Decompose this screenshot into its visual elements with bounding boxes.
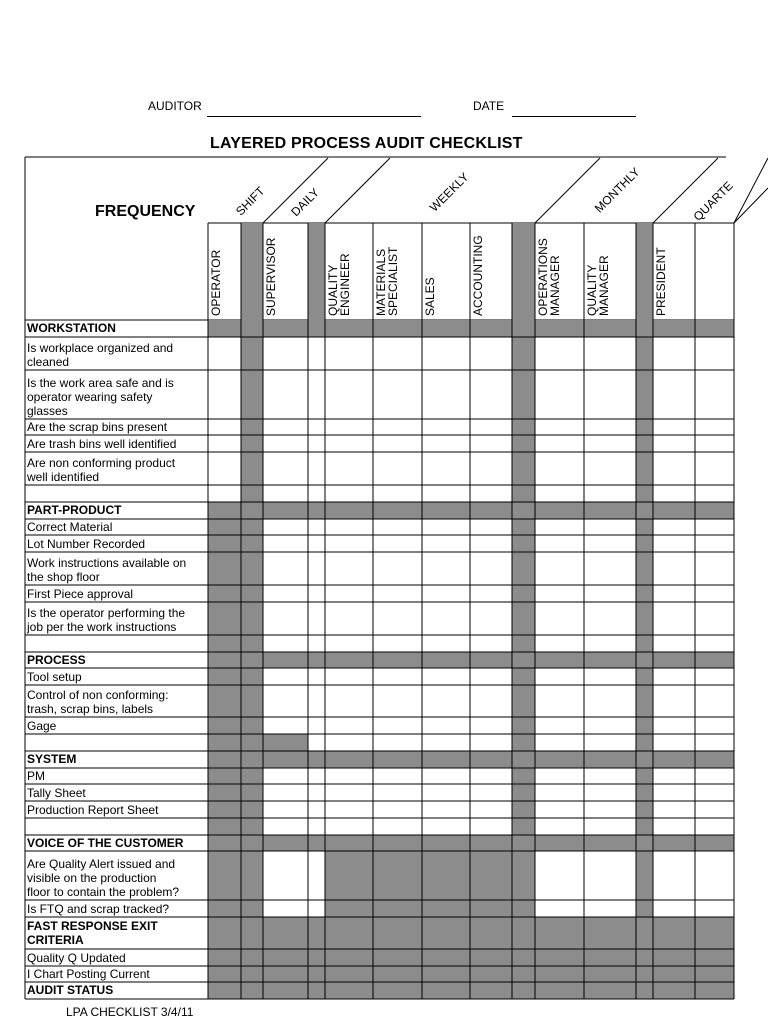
shaded-cell (373, 966, 422, 982)
frequency-group-label: SHIFT (232, 183, 268, 219)
shaded-cell (208, 784, 241, 801)
shaded-cell (208, 552, 241, 585)
question-text: the shop floor (27, 570, 100, 584)
question-text: Quality Q Updated (27, 951, 126, 965)
question-text: job per the work instructions (27, 620, 177, 634)
shaded-cell (208, 602, 241, 635)
shaded-cell (512, 900, 535, 917)
shaded-cell (584, 949, 636, 966)
shaded-cell (208, 851, 241, 900)
shaded-cell (512, 784, 535, 801)
shaded-cell (241, 900, 263, 917)
frequency-tail-line (734, 188, 768, 223)
shaded-cell (512, 585, 535, 602)
shaded-cell (241, 784, 263, 801)
question-text: Is the work area safe and is (27, 376, 174, 390)
shaded-cell (512, 668, 535, 685)
shaded-cell (512, 535, 535, 552)
section-title: CRITERIA (27, 933, 84, 947)
shaded-cell (636, 685, 653, 717)
shaded-cell (512, 519, 535, 535)
shaded-cell (422, 900, 470, 917)
shaded-cell (512, 966, 535, 982)
shaded-cell (308, 949, 325, 966)
role-label: QUALITY (585, 264, 599, 316)
shaded-cell (241, 966, 263, 982)
question-text: PM (27, 769, 45, 783)
shaded-cell (208, 966, 241, 982)
question-text: Are Quality Alert issued and (27, 857, 176, 871)
role-gap-cell (512, 223, 535, 320)
shaded-cell (512, 801, 535, 818)
question-text: Are trash bins well identified (27, 437, 177, 451)
shaded-cell (512, 435, 535, 452)
shaded-cell (241, 768, 263, 784)
section-title: VOICE OF THE CUSTOMER (27, 836, 184, 850)
frequency-group-label: WEEKLY (426, 169, 472, 215)
shaded-cell (636, 949, 653, 966)
shaded-cell (208, 535, 241, 552)
shaded-cell (636, 635, 653, 652)
role-label: QUALITY (326, 264, 340, 316)
shaded-cell (208, 519, 241, 535)
shaded-cell (208, 734, 241, 751)
shaded-cell (263, 734, 308, 751)
shaded-cell (373, 851, 422, 900)
shaded-cell (512, 419, 535, 435)
role-label: SUPERVISOR (264, 237, 278, 316)
question-text: Is the operator performing the (27, 606, 186, 620)
shaded-cell (208, 635, 241, 652)
shaded-cell (653, 966, 695, 982)
shaded-cell (263, 966, 308, 982)
question-text: Correct Material (27, 520, 113, 534)
section-title-cell (208, 982, 734, 999)
shaded-cell (241, 801, 263, 818)
role-label: ACCOUNTING (471, 235, 485, 316)
shaded-cell (241, 668, 263, 685)
question-text: well identified (27, 470, 100, 484)
shaded-cell (695, 966, 734, 982)
shaded-cell (636, 519, 653, 535)
role-gap-cell (636, 223, 653, 320)
shaded-cell (208, 768, 241, 784)
section-title: FAST RESPONSE EXIT (27, 919, 158, 933)
shaded-cell (241, 485, 263, 502)
section-title-cell (208, 835, 734, 851)
shaded-cell (208, 717, 241, 734)
question-text: Are the scrap bins present (27, 420, 168, 434)
footer-text: LPA CHECKLIST 3/4/11 (66, 1005, 194, 1019)
shaded-cell (241, 734, 263, 751)
shaded-cell (422, 949, 470, 966)
shaded-cell (636, 966, 653, 982)
shaded-cell (512, 602, 535, 635)
role-label: OPERATIONS (536, 238, 550, 316)
shaded-cell (241, 818, 263, 835)
frequency-divider (325, 158, 390, 223)
shaded-cell (241, 552, 263, 585)
shaded-cell (512, 949, 535, 966)
shaded-cell (308, 966, 325, 982)
frequency-group-label: MONTHLY (591, 164, 643, 216)
shaded-cell (325, 900, 373, 917)
frequency-divider (535, 158, 600, 223)
section-title: PROCESS (27, 653, 86, 667)
shaded-cell (422, 966, 470, 982)
section-title-cell (208, 502, 734, 519)
shaded-cell (241, 585, 263, 602)
section-title: SYSTEM (27, 752, 77, 766)
question-text: Tally Sheet (27, 786, 86, 800)
shaded-cell (470, 949, 512, 966)
question-text: Gage (27, 719, 57, 733)
shaded-cell (241, 435, 263, 452)
question-text: Are non conforming product (27, 456, 176, 470)
shaded-cell (636, 784, 653, 801)
shaded-cell (470, 851, 512, 900)
shaded-cell (636, 535, 653, 552)
shaded-cell (208, 900, 241, 917)
shaded-cell (208, 585, 241, 602)
question-text: cleaned (27, 355, 70, 369)
shaded-cell (535, 966, 584, 982)
section-title: WORKSTATION (27, 321, 116, 335)
shaded-cell (636, 337, 653, 370)
shaded-cell (512, 818, 535, 835)
question-text: floor to contain the problem? (27, 885, 180, 899)
shaded-cell (470, 900, 512, 917)
shaded-cell (512, 337, 535, 370)
shaded-cell (636, 452, 653, 485)
role-label: ENGINEER (338, 253, 352, 316)
frequency-label: FREQUENCY (95, 203, 196, 220)
shaded-cell (241, 949, 263, 966)
shaded-cell (208, 818, 241, 835)
question-text: glasses (27, 404, 68, 418)
section-title-cell (208, 652, 734, 668)
shaded-cell (241, 337, 263, 370)
shaded-cell (636, 485, 653, 502)
question-text: operator wearing safety (27, 390, 153, 404)
shaded-cell (208, 685, 241, 717)
shaded-cell (241, 602, 263, 635)
shaded-cell (584, 966, 636, 982)
shaded-cell (512, 734, 535, 751)
shaded-cell (636, 552, 653, 585)
role-gap-cell (308, 223, 325, 320)
shaded-cell (241, 851, 263, 900)
shaded-cell (241, 685, 263, 717)
question-text: trash, scrap bins, labels (27, 702, 154, 716)
shaded-cell (636, 734, 653, 751)
shaded-cell (636, 602, 653, 635)
section-title-cell (208, 320, 734, 337)
shaded-cell (636, 900, 653, 917)
shaded-cell (636, 585, 653, 602)
shaded-cell (470, 966, 512, 982)
role-label: MANAGER (597, 255, 611, 316)
shaded-cell (512, 552, 535, 585)
shaded-cell (636, 668, 653, 685)
shaded-cell (373, 900, 422, 917)
shaded-cell (512, 685, 535, 717)
shaded-cell (325, 966, 373, 982)
shaded-cell (653, 949, 695, 966)
question-text: visible on the production (27, 871, 157, 885)
auditor-label: AUDITOR (148, 99, 202, 113)
frequency-group-label: QUARTE (690, 178, 736, 224)
question-text: Lot Number Recorded (27, 537, 146, 551)
shaded-cell (241, 452, 263, 485)
question-text: Work instructions available on (27, 556, 187, 570)
section-title-cell (208, 917, 734, 949)
page-title: LAYERED PROCESS AUDIT CHECKLIST (210, 135, 523, 152)
shaded-cell (373, 949, 422, 966)
question-text: Production Report Sheet (27, 803, 159, 817)
shaded-cell (208, 668, 241, 685)
shaded-cell (512, 851, 535, 900)
question-text: Is FTQ and scrap tracked? (27, 902, 170, 916)
shaded-cell (636, 851, 653, 900)
shaded-cell (636, 801, 653, 818)
date-label: DATE (473, 99, 505, 113)
frequency-divider (734, 158, 768, 223)
question-text: I Chart Posting Current (27, 967, 150, 981)
shaded-cell (636, 370, 653, 419)
shaded-cell (241, 370, 263, 419)
shaded-cell (636, 419, 653, 435)
question-text: Is workplace organized and (27, 341, 174, 355)
section-title: AUDIT STATUS (27, 983, 114, 997)
shaded-cell (636, 435, 653, 452)
shaded-cell (535, 949, 584, 966)
role-label: OPERATOR (209, 249, 223, 316)
shaded-cell (636, 818, 653, 835)
shaded-cell (512, 768, 535, 784)
shaded-cell (636, 717, 653, 734)
shaded-cell (241, 519, 263, 535)
section-title: PART-PRODUCT (27, 503, 122, 517)
shaded-cell (208, 949, 241, 966)
shaded-cell (325, 949, 373, 966)
role-label: MANAGER (548, 255, 562, 316)
shaded-cell (241, 717, 263, 734)
role-label: SALES (423, 277, 437, 316)
shaded-cell (241, 535, 263, 552)
shaded-cell (512, 370, 535, 419)
question-text: First Piece approval (27, 587, 134, 601)
shaded-cell (512, 452, 535, 485)
role-label: SPECIALIST (386, 246, 400, 316)
shaded-cell (636, 768, 653, 784)
shaded-cell (422, 851, 470, 900)
role-label: MATERIALS (374, 248, 388, 316)
shaded-cell (512, 635, 535, 652)
shaded-cell (512, 717, 535, 734)
shaded-cell (208, 801, 241, 818)
shaded-cell (263, 949, 308, 966)
shaded-cell (325, 851, 373, 900)
role-label: PRESIDENT (654, 247, 668, 316)
shaded-cell (241, 635, 263, 652)
question-text: Control of non conforming: (27, 688, 169, 702)
question-text: Tool setup (27, 670, 82, 684)
shaded-cell (695, 949, 734, 966)
role-gap-cell (241, 223, 263, 320)
frequency-group-label: DAILY (288, 185, 323, 220)
section-title-cell (208, 751, 734, 768)
shaded-cell (241, 419, 263, 435)
shaded-cell (512, 485, 535, 502)
